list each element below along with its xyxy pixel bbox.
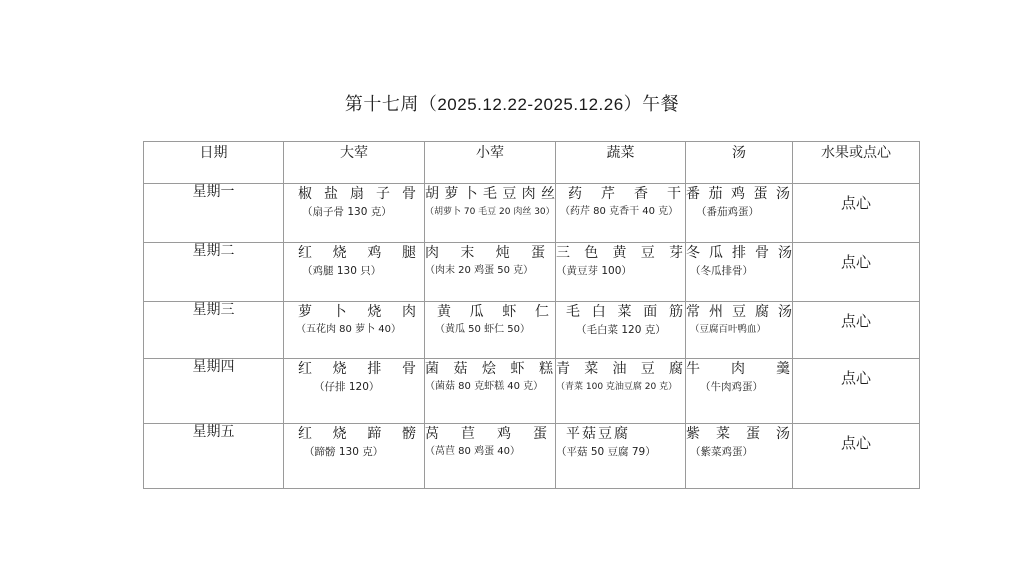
dish-detail: （平菇 50 豆腐 79） (556, 446, 656, 458)
vegetable-cell (556, 424, 686, 489)
vegetable-cell (556, 359, 686, 424)
big-meat-cell (284, 302, 425, 359)
dish-detail: （莴苣 80 鸡蛋 40） (425, 446, 520, 457)
dish-detail: （冬瓜排骨） (690, 265, 753, 277)
soup-cell (686, 359, 793, 424)
day-cell (144, 243, 284, 302)
dish-detail: （番茄鸡蛋） (696, 206, 759, 218)
day-cell (144, 302, 284, 359)
day-label: 星期五 (192, 424, 235, 440)
dish-name: 平菇豆腐 (566, 426, 630, 442)
dish-detail: （紫菜鸡蛋） (690, 446, 753, 458)
fruit-cell (793, 184, 920, 243)
dish-name: 牛肉羹 (686, 361, 792, 377)
fruit-label: 点心 (840, 369, 871, 387)
title-suffix: ）午餐 (623, 94, 680, 115)
vegetable-cell (556, 184, 686, 243)
dish-detail: （牛肉鸡蛋） (700, 381, 763, 393)
dish-detail: （药芹 80 克香干 40 克） (560, 206, 679, 217)
header-soup: 汤 (686, 142, 793, 184)
day-cell (144, 359, 284, 424)
day-cell (144, 184, 284, 243)
dish-detail: （黄瓜 50 虾仁 50） (435, 324, 530, 335)
dish-name: 冬瓜排骨汤 (686, 245, 792, 261)
page-title (0, 90, 1024, 116)
dish-name: 三色黄豆芽 (556, 245, 685, 261)
header-small-meat: 小荤 (425, 142, 556, 184)
dish-name: 胡萝卜毛豆肉丝 (425, 186, 555, 202)
dish-detail: （豆腐百叶鸭血） (690, 324, 767, 335)
dish-name: 萝卜烧肉 (298, 304, 418, 320)
vegetable-cell (556, 243, 686, 302)
fruit-cell (793, 359, 920, 424)
dish-detail: （胡萝卜 70 毛豆 20 肉丝 30） (425, 207, 555, 217)
day-label: 星期一 (192, 184, 235, 200)
title-prefix: 第十七周（ (344, 94, 438, 115)
fruit-label: 点心 (840, 312, 871, 330)
small-meat-cell (425, 359, 556, 424)
dish-detail: （仔排 120） (314, 381, 380, 393)
big-meat-cell (284, 243, 425, 302)
table-row (144, 424, 920, 489)
header-date: 日期 (144, 142, 284, 184)
dish-detail: （扇子骨 130 克） (302, 206, 392, 218)
dish-name: 毛白菜面筋 (566, 304, 685, 320)
dish-name: 肉末炖蛋 (425, 245, 547, 261)
day-cell (144, 424, 284, 489)
dish-name: 黄瓜虾仁 (437, 304, 551, 320)
small-meat-cell (425, 184, 556, 243)
day-label: 星期二 (192, 243, 235, 259)
small-meat-cell (425, 424, 556, 489)
dish-name: 莴苣鸡蛋 (425, 426, 549, 442)
soup-cell (686, 424, 793, 489)
dish-detail: （菌菇 80 克虾糕 40 克） (425, 381, 544, 392)
fruit-label: 点心 (840, 253, 871, 271)
dish-name: 红烧鸡腿 (298, 245, 418, 261)
vegetable-cell (556, 302, 686, 359)
header-big-meat: 大荤 (284, 142, 425, 184)
soup-cell (686, 243, 793, 302)
lunch-menu-table (143, 141, 920, 489)
dish-detail: （蹄髈 130 克） (304, 446, 384, 458)
title-dates: 2025.12.22-2025.12.26 (437, 95, 624, 114)
dish-detail: （黄豆芽 100） (556, 265, 632, 277)
dish-detail: （青菜 100 克油豆腐 20 克） (556, 382, 678, 392)
fruit-cell (793, 243, 920, 302)
dish-name: 红烧排骨 (298, 361, 418, 377)
header-fruit-snack: 水果或点心 (793, 142, 920, 184)
dish-name: 常州豆腐汤 (686, 304, 792, 320)
dish-name: 紫菜蛋汤 (686, 426, 792, 442)
soup-cell (686, 302, 793, 359)
dish-detail: （毛白菜 120 克） (576, 324, 666, 336)
dish-name: 红烧蹄髈 (298, 426, 418, 442)
dish-name: 椒盐扇子骨 (298, 186, 418, 202)
fruit-label: 点心 (840, 434, 871, 452)
soup-cell (686, 184, 793, 243)
big-meat-cell (284, 424, 425, 489)
table-row (144, 184, 920, 243)
big-meat-cell (284, 184, 425, 243)
big-meat-cell (284, 359, 425, 424)
dish-detail: （肉末 20 鸡蛋 50 克） (425, 265, 534, 276)
small-meat-cell (425, 243, 556, 302)
table-row (144, 243, 920, 302)
table-row (144, 302, 920, 359)
fruit-cell (793, 424, 920, 489)
dish-detail: （五花肉 80 萝卜 40） (296, 324, 401, 335)
dish-name: 药芹香干 (568, 186, 683, 202)
dish-detail: （鸡腿 130 只） (302, 265, 382, 277)
header-vegetable: 蔬菜 (556, 142, 686, 184)
header-row (144, 142, 920, 184)
day-label: 星期三 (192, 302, 235, 318)
table-row (144, 359, 920, 424)
small-meat-cell (425, 302, 556, 359)
fruit-cell (793, 302, 920, 359)
day-label: 星期四 (192, 359, 235, 375)
dish-name: 番茄鸡蛋汤 (686, 186, 792, 202)
dish-name: 青菜油豆腐 (556, 361, 685, 377)
dish-name: 菌菇烩虾糕 (425, 361, 555, 377)
fruit-label: 点心 (840, 194, 871, 212)
